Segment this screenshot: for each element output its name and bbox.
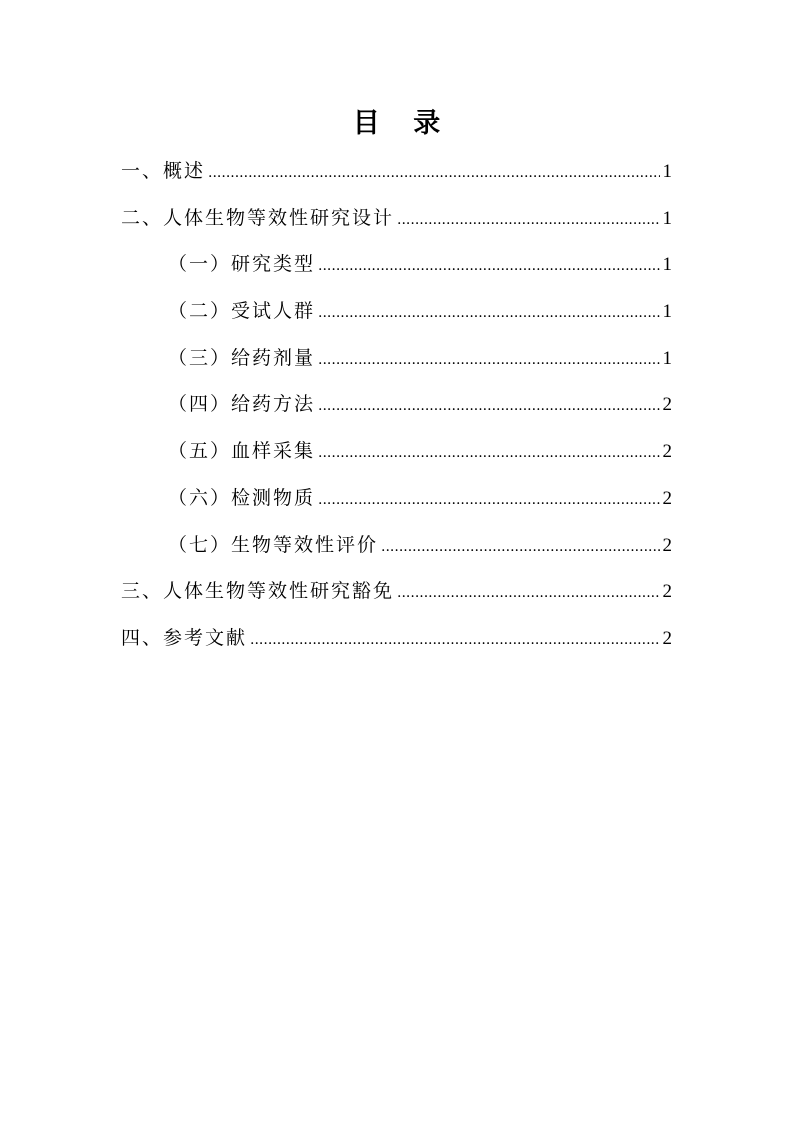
toc-entry-text: （四）给药方法 xyxy=(168,393,316,416)
toc-page-number: 2 xyxy=(662,487,672,509)
toc-entry-subjects[interactable] xyxy=(121,291,672,338)
toc-page-number: 2 xyxy=(662,581,672,603)
toc-dot-leader xyxy=(381,527,659,567)
toc-entry-study-design[interactable] xyxy=(121,198,672,245)
toc-entry-text: （六）检测物质 xyxy=(168,486,316,509)
table-of-contents xyxy=(121,151,672,665)
toc-page-number: 2 xyxy=(662,627,672,649)
toc-entry-be-evaluation[interactable] xyxy=(121,525,672,572)
toc-dot-leader xyxy=(318,480,659,520)
toc-page-number: 1 xyxy=(662,207,672,229)
toc-page-number: 1 xyxy=(662,347,672,369)
toc-entry-analytes[interactable] xyxy=(121,478,672,525)
toc-dot-leader xyxy=(397,573,659,613)
toc-entry-text: 三、人体生物等效性研究豁免 xyxy=(121,580,395,603)
toc-entry-text: 四、参考文献 xyxy=(121,626,248,649)
toc-entry-text: （七）生物等效性评价 xyxy=(168,533,379,556)
toc-dot-leader xyxy=(318,293,659,333)
toc-entry-overview[interactable] xyxy=(121,151,672,198)
toc-entry-text: （三）给药剂量 xyxy=(168,346,316,369)
toc-entry-text: （五）血样采集 xyxy=(168,440,316,463)
toc-entry-text: 二、人体生物等效性研究设计 xyxy=(121,206,395,229)
toc-page-number: 2 xyxy=(662,534,672,556)
toc-page-number: 2 xyxy=(662,394,672,416)
toc-dot-leader xyxy=(250,620,659,660)
toc-entry-waiver[interactable] xyxy=(121,571,672,618)
toc-entry-text: （一）研究类型 xyxy=(168,253,316,276)
toc-page-number: 1 xyxy=(662,254,672,276)
toc-dot-leader xyxy=(318,340,659,380)
toc-dot-leader xyxy=(318,433,659,473)
toc-entry-dose[interactable] xyxy=(121,338,672,385)
toc-title: 目 录 xyxy=(352,108,453,139)
toc-dot-leader xyxy=(318,246,659,286)
toc-page-number: 1 xyxy=(662,161,672,182)
toc-entry-text: 一、概述 xyxy=(121,160,206,182)
toc-page-number: 1 xyxy=(662,301,672,323)
toc-entry-blood-sampling[interactable] xyxy=(121,431,672,478)
toc-dot-leader xyxy=(208,153,659,193)
toc-dot-leader xyxy=(318,386,659,426)
toc-dot-leader xyxy=(397,200,659,240)
toc-entry-references[interactable] xyxy=(121,618,672,665)
toc-page-number: 2 xyxy=(662,441,672,463)
toc-entry-study-type[interactable] xyxy=(121,244,672,291)
toc-entry-administration[interactable] xyxy=(121,384,672,431)
toc-entry-text: （二）受试人群 xyxy=(168,300,316,323)
